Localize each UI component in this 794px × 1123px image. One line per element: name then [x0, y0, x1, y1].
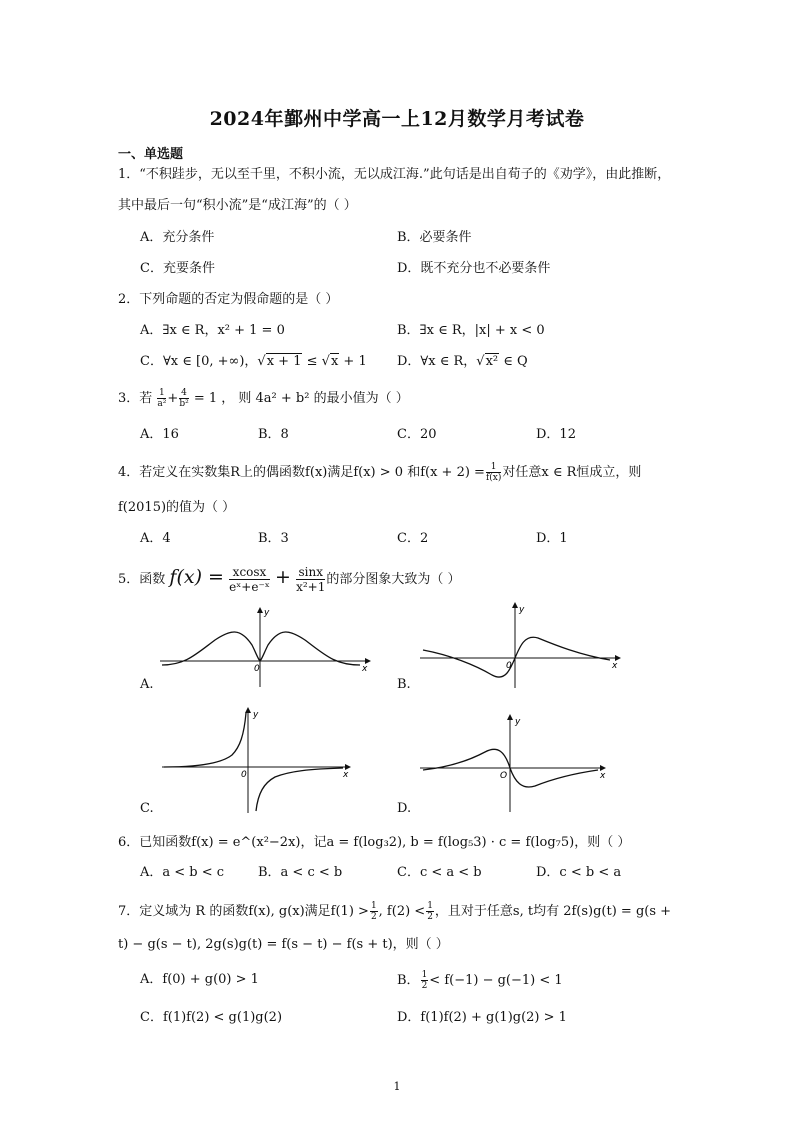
graph-c-x-label: x: [343, 770, 349, 780]
q5-fx: f(x) =: [169, 566, 224, 588]
q2-option-c: [140, 354, 367, 370]
q3-option-d: D．12: [536, 427, 576, 442]
q1-line1: 1．“不积跬步，无以至千里，不积小流，无以成江海.”此句话是出自荀子的《劝学》，由此推断，: [118, 167, 671, 182]
q2-d-prefix: D．∀x ∈ R，: [397, 354, 477, 369]
q5-graph-a: [160, 605, 375, 690]
q3-stem: [118, 388, 409, 409]
section-heading: 一、单选题: [118, 147, 184, 162]
q6-option-d: D．c < b < a: [536, 865, 622, 880]
q4-option-c: C．2: [397, 531, 429, 546]
q2-c-prefix: C．∀x ∈ [0, +∞)，: [140, 354, 258, 369]
q1-option-b: B．必要条件: [397, 230, 472, 245]
q1-line2: 其中最后一句“积小流”是“成江海”的（ ）: [118, 198, 357, 213]
q2-option-b: B．∃x ∈ R，|x| + x < 0: [397, 323, 545, 338]
sqrt-symbol: √: [257, 354, 266, 369]
q2-c-radicand2: x: [330, 354, 339, 369]
q7-b-post: < f(−1) − g(−1) < 1: [429, 973, 563, 988]
q5-fraction-2: $\frac{\sin x}{\text{x²+1}}$: [296, 565, 326, 594]
q4-option-d: D．1: [536, 531, 568, 546]
sqrt-symbol: √: [476, 354, 485, 369]
graph-b-x-label: x: [612, 661, 618, 671]
q3-plus: +: [167, 391, 179, 406]
q7-mid: , f(2) <: [378, 904, 426, 919]
q2-option-a: A．∃x ∈ R，x² + 1 = 0: [140, 323, 285, 338]
q7-half-1: $\frac{1}{2}$: [370, 901, 377, 922]
q5-fraction-1: $\frac{xcosx}{\text{eˣ+e⁻ˣ}}$: [229, 565, 270, 594]
q4-post: 对任意x ∈ R恒成立，则: [502, 465, 642, 480]
q1-option-a: A．充分条件: [140, 230, 215, 245]
page-title: 2024年鄞州中学高一上12月数学月考试卷: [209, 108, 585, 130]
q1-option-c: C．充要条件: [140, 261, 215, 276]
q5-post: 的部分图象大致为（ ）: [326, 572, 461, 587]
graph-d-y-label: y: [515, 717, 521, 727]
q4-stem-line2: f(2015)的值为（ ）: [118, 500, 236, 515]
q5-graph-c: [160, 705, 360, 815]
q3-fraction-1: $\frac{1}{\text{a²}}$: [157, 388, 167, 409]
page-number: 1: [393, 1080, 401, 1093]
q7-post: ，且对于任意s, t均有 2f(s)g(t) = g(s +: [434, 904, 672, 919]
q3-option-c: C．20: [397, 427, 437, 442]
graph-c-y-label: y: [253, 710, 259, 720]
q2-c-post: + 1: [339, 354, 367, 369]
q5-option-c: C.: [140, 801, 154, 816]
q7-option-c: C．f(1)f(2) < g(1)g(2): [140, 1010, 283, 1025]
q7-b-prefix: B．: [397, 973, 420, 988]
graph-a-y-label: y: [264, 608, 270, 618]
q4-prefix: 4．若定义在实数集R上的偶函数f(x)满足f(x) > 0 和f(x + 2) =: [118, 465, 485, 480]
q6-option-a: A．a < b < c: [140, 865, 225, 880]
q4-option-a: A．4: [140, 531, 171, 546]
q1-option-d: D．既不充分也不必要条件: [397, 261, 551, 276]
q7-option-b: [397, 970, 563, 991]
q5-option-b: B.: [397, 677, 411, 692]
sqrt-symbol: √: [321, 354, 330, 369]
q3-option-a: A．16: [140, 427, 179, 442]
q7-option-d: D．f(1)f(2) + g(1)g(2) > 1: [397, 1010, 567, 1025]
graph-b-y-label: y: [519, 605, 525, 615]
graph-a-origin: 0: [254, 664, 260, 674]
q5-prefix: 5．函数: [118, 572, 166, 587]
q5-option-d: D.: [397, 801, 412, 816]
q5-option-a: A.: [140, 677, 154, 692]
q5-stem: [118, 565, 461, 594]
q7-half-2: $\frac{1}{2}$: [427, 901, 433, 922]
q5-graph-b: [420, 600, 625, 690]
q6-option-b: B．a < c < b: [258, 865, 343, 880]
q7-b-half: $\frac{1}{2}$: [421, 970, 428, 991]
q3-option-b: B．8: [258, 427, 289, 442]
q2-d-radicand: x²: [485, 354, 499, 369]
q6-option-c: C．c < a < b: [397, 865, 482, 880]
graph-d-x-label: x: [600, 771, 606, 781]
q2-stem: 2．下列命题的否定为假命题的是（ ）: [118, 292, 339, 307]
q2-d-post: ∈ Q: [499, 354, 528, 369]
q7-stem-line1: [118, 901, 671, 922]
q7-pre: 7．定义域为 R 的函数f(x), g(x)满足f(1) >: [118, 904, 369, 919]
q2-c-radicand1: x + 1: [266, 354, 302, 369]
q2-option-d: [397, 354, 528, 370]
q5-plus: +: [275, 566, 291, 588]
q3-prefix: 3．若: [118, 391, 153, 406]
graph-d-origin: O: [500, 771, 508, 781]
q3-equation-rest: = 1 ， 则 4a² + b² 的最小值为（ ）: [193, 391, 409, 406]
q7-option-a: A．f(0) + g(0) > 1: [140, 972, 259, 987]
q5-graph-d: [420, 712, 615, 815]
q2-c-mid: ≤: [302, 354, 322, 369]
q4-option-b: B．3: [258, 531, 289, 546]
q3-fraction-2: $\frac{4}{\text{b²}}$: [179, 388, 189, 409]
graph-c-origin: 0: [241, 770, 247, 780]
graph-b-origin: 0: [506, 661, 512, 671]
q4-fraction: $\frac{1}{f(x)}$: [485, 462, 502, 483]
q4-stem-line1: [118, 462, 641, 483]
q6-stem: 6．已知函数f(x) = e^(x²−2x)，记a = f(log₃2), b = f(log₅3) · c = f(log₇5)，则（ ）: [118, 835, 631, 850]
q7-stem-line2: t) − g(s − t), 2g(s)g(t) = f(s − t) − f(s + t)，则（ ）: [118, 937, 449, 952]
graph-a-x-label: x: [362, 664, 368, 674]
